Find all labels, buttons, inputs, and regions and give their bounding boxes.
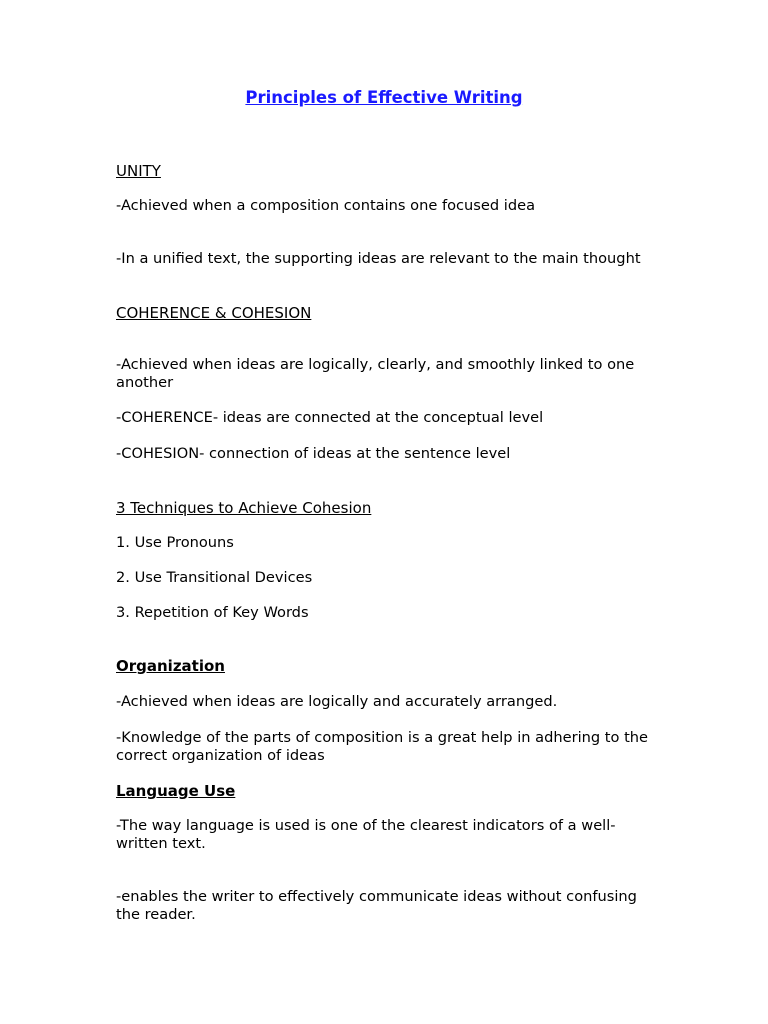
organization-paragraph-1: -Achieved when ideas are logically and accurately arranged. bbox=[116, 693, 558, 710]
section-heading-organization: Organization bbox=[116, 657, 225, 675]
coherence-paragraph-3: -COHESION- connection of ideas at the sentence level bbox=[116, 445, 511, 462]
section-heading-language-use: Language Use bbox=[116, 782, 236, 800]
unity-paragraph-2: -In a unified text, the supporting ideas are relevant to the main thought bbox=[116, 250, 641, 267]
section-heading-coherence: COHERENCE & COHESION bbox=[116, 304, 312, 322]
document-title: Principles of Effective Writing bbox=[245, 88, 523, 107]
language-paragraph-2: -enables the writer to effectively communicate ideas without confusing the reader. bbox=[116, 888, 637, 923]
organization-paragraph-2: -Knowledge of the parts of composition is a great help in adhering to the correct organization of ideas bbox=[116, 729, 649, 764]
section-heading-techniques: 3 Techniques to Achieve Cohesion bbox=[116, 499, 372, 517]
technique-item-1: 1. Use Pronouns bbox=[116, 534, 234, 551]
technique-item-2: 2. Use Transitional Devices bbox=[116, 569, 313, 586]
section-heading-unity: UNITY bbox=[116, 162, 161, 180]
unity-paragraph-1: -Achieved when a composition contains one focused idea bbox=[116, 197, 536, 214]
technique-item-3: 3. Repetition of Key Words bbox=[116, 604, 309, 621]
language-paragraph-1: -The way language is used is one of the clearest indicators of a well-written text. bbox=[116, 817, 616, 852]
coherence-paragraph-1: -Achieved when ideas are logically, clearly, and smoothly linked to one another bbox=[116, 356, 635, 391]
coherence-paragraph-2: -COHERENCE- ideas are connected at the conceptual level bbox=[116, 409, 544, 426]
